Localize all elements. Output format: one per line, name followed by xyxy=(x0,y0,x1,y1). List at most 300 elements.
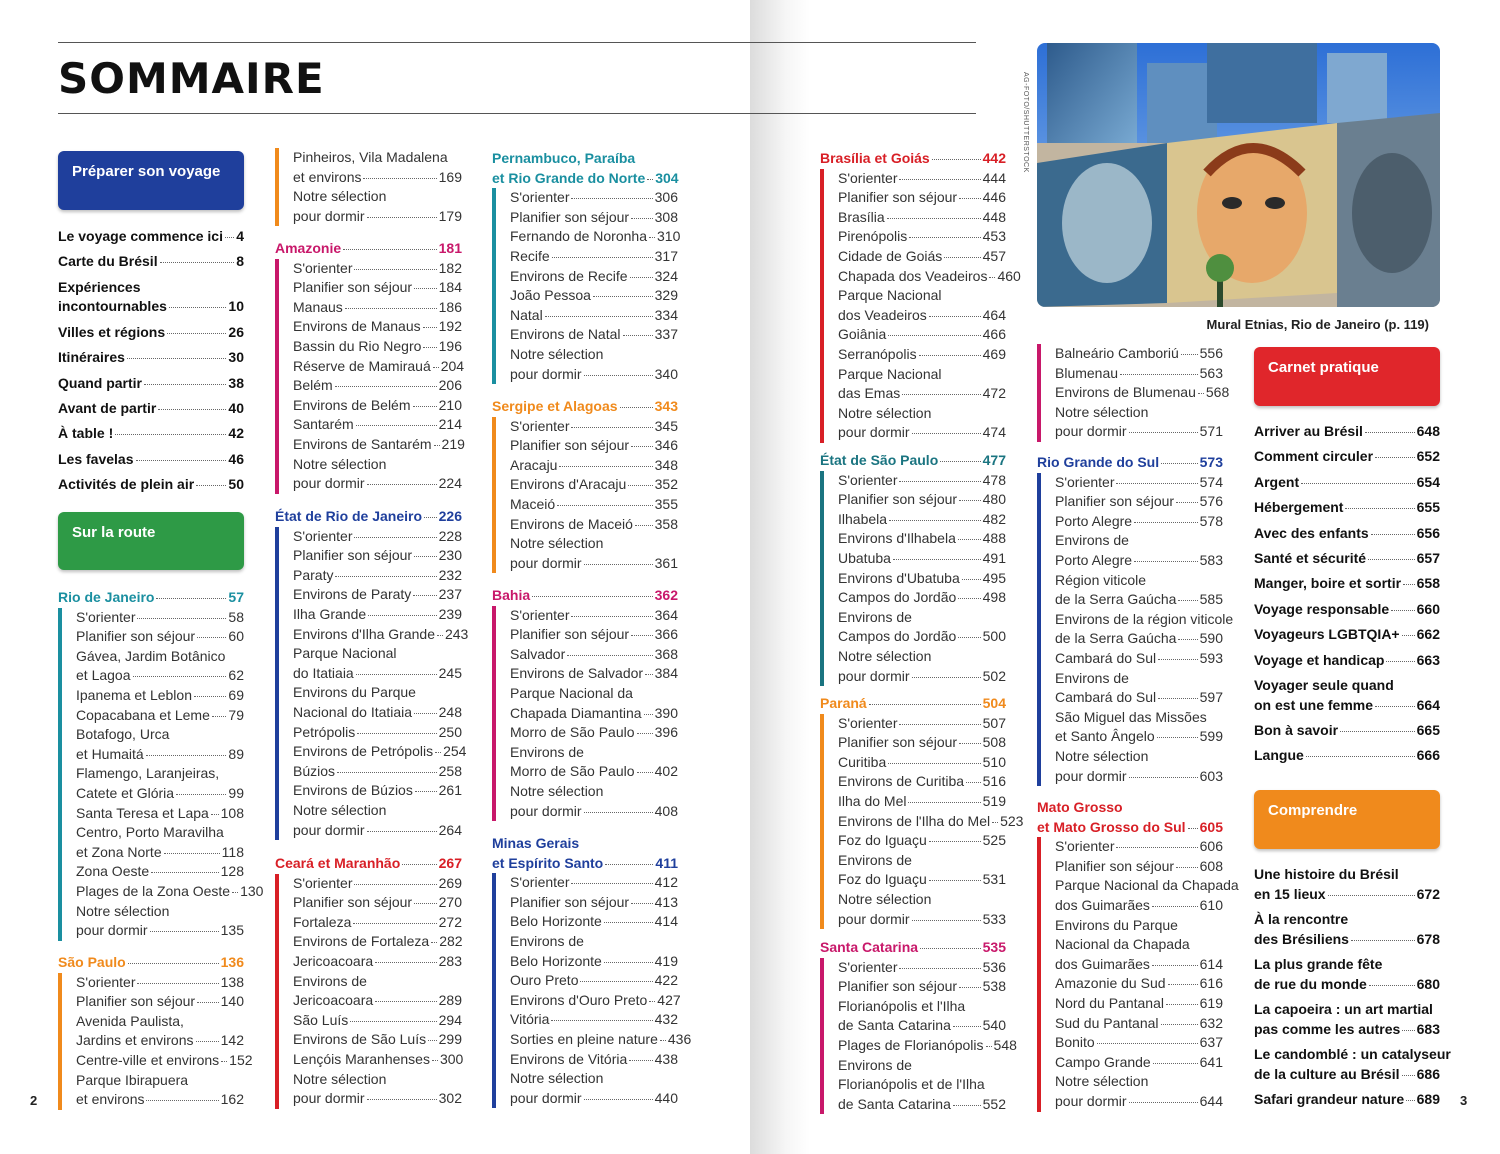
toc-entry[interactable] xyxy=(76,1071,244,1091)
toc-entry[interactable] xyxy=(510,932,678,952)
toc-entry[interactable] xyxy=(293,991,462,1011)
toc-entry[interactable] xyxy=(1254,473,1440,493)
toc-entry[interactable] xyxy=(1055,551,1223,571)
toc-entry[interactable] xyxy=(293,723,462,743)
toc-entry[interactable] xyxy=(76,1051,253,1071)
toc-entry[interactable] xyxy=(1055,896,1223,916)
toc-entry[interactable] xyxy=(838,510,1006,530)
toc-entry[interactable] xyxy=(76,843,244,863)
toc-entry[interactable] xyxy=(1254,696,1440,716)
toc-entry[interactable] xyxy=(293,742,467,762)
toc-entry[interactable] xyxy=(510,1089,678,1109)
toc-entry[interactable] xyxy=(58,252,244,272)
entry-title: Foz do Iguaçu xyxy=(838,871,927,888)
carnet-pratique-button[interactable]: Carnet pratique xyxy=(1254,347,1440,406)
page-ref: 414 xyxy=(654,913,678,930)
toc-entry[interactable] xyxy=(1055,383,1230,403)
dot-leader xyxy=(158,409,226,410)
toc-entry[interactable] xyxy=(838,247,1006,267)
comprendre-list xyxy=(1254,865,1451,1115)
toc-entry[interactable] xyxy=(510,306,678,326)
toc-entry[interactable] xyxy=(838,958,1006,978)
toc-entry[interactable] xyxy=(58,323,244,343)
toc-entry[interactable] xyxy=(1055,669,1223,689)
toc-entry[interactable] xyxy=(838,208,1006,228)
toc-entry[interactable] xyxy=(510,952,678,972)
dot-leader xyxy=(197,1002,219,1003)
toc-entry[interactable] xyxy=(838,870,1006,890)
toc-entry[interactable] xyxy=(1254,447,1440,467)
toc-entry[interactable] xyxy=(293,259,462,279)
toc-entry[interactable] xyxy=(293,1089,462,1109)
toc-entry[interactable] xyxy=(838,286,1006,306)
toc-entry[interactable] xyxy=(76,823,244,843)
toc-entry[interactable] xyxy=(293,781,462,801)
toc-entry[interactable] xyxy=(1055,935,1223,955)
toc-entry[interactable] xyxy=(293,1030,462,1050)
toc-entry[interactable] xyxy=(58,450,244,470)
toc-entry[interactable] xyxy=(510,1010,678,1030)
entry-title: São Miguel das Missões xyxy=(1055,708,1207,725)
dot-leader xyxy=(368,615,436,616)
dot-leader xyxy=(197,637,226,638)
toc-entry[interactable] xyxy=(510,515,678,535)
dot-leader xyxy=(629,1060,652,1061)
page-ref: 204 xyxy=(440,357,465,374)
toc-entry[interactable] xyxy=(76,973,244,993)
toc-entry[interactable] xyxy=(1254,1090,1440,1110)
dot-leader xyxy=(367,484,437,485)
toc-entry[interactable] xyxy=(1055,649,1223,669)
dot-leader xyxy=(146,1100,218,1101)
toc-entry[interactable] xyxy=(838,890,1006,910)
dot-leader xyxy=(551,1020,652,1021)
toc-entry[interactable] xyxy=(838,627,1006,647)
dot-leader xyxy=(1116,483,1197,484)
toc-entry[interactable] xyxy=(838,588,1006,608)
toc-entry[interactable] xyxy=(838,977,1006,997)
toc-entry[interactable] xyxy=(838,997,1006,1017)
page-ref: 648 xyxy=(1416,423,1440,439)
toc-entry[interactable] xyxy=(293,585,462,605)
toc-entry[interactable] xyxy=(838,831,1006,851)
toc-entry[interactable] xyxy=(838,733,1006,753)
toc-entry[interactable] xyxy=(1055,1092,1223,1112)
section-heading[interactable] xyxy=(492,169,678,189)
section-heading[interactable] xyxy=(1037,818,1223,838)
toc-entry[interactable] xyxy=(293,625,469,645)
toc-entry[interactable] xyxy=(838,471,1006,491)
section-heading[interactable] xyxy=(1037,453,1223,473)
toc-entry[interactable] xyxy=(1254,422,1440,442)
section-heading[interactable] xyxy=(492,586,678,606)
toc-entry[interactable] xyxy=(58,227,244,247)
entry-title: Notre sélection xyxy=(838,647,932,664)
toc-entry[interactable] xyxy=(838,714,1006,734)
toc-entry[interactable] xyxy=(76,882,264,902)
section-heading[interactable] xyxy=(820,938,1006,958)
toc-entry[interactable] xyxy=(293,913,462,933)
toc-entry[interactable] xyxy=(838,753,1006,773)
entry-title: À table ! xyxy=(58,425,114,442)
toc-entry[interactable] xyxy=(1055,492,1223,512)
toc-entry[interactable] xyxy=(76,992,244,1012)
toc-entry[interactable] xyxy=(293,298,462,318)
toc-entry[interactable] xyxy=(293,932,462,952)
toc-entry[interactable] xyxy=(1055,629,1223,649)
toc-entry[interactable] xyxy=(76,1012,244,1032)
toc-entry[interactable] xyxy=(1254,549,1440,569)
toc-entry[interactable] xyxy=(293,664,462,684)
toc-entry[interactable] xyxy=(58,475,244,495)
toc-entry[interactable] xyxy=(1055,422,1223,442)
toc-entry[interactable] xyxy=(838,792,1006,812)
toc-entry[interactable] xyxy=(58,297,244,317)
toc-entry[interactable] xyxy=(838,490,1006,510)
toc-entry[interactable] xyxy=(76,647,244,667)
toc-entry[interactable] xyxy=(1254,1020,1440,1040)
toc-entry[interactable] xyxy=(1254,910,1440,930)
comprendre-button[interactable]: Comprendre xyxy=(1254,790,1440,849)
entry-title: Zona Oeste xyxy=(76,863,150,880)
toc-entry[interactable] xyxy=(838,365,1006,385)
section-heading[interactable] xyxy=(58,588,244,608)
toc-entry[interactable] xyxy=(1254,676,1440,696)
toc-entry[interactable] xyxy=(1055,590,1223,610)
toc-entry[interactable] xyxy=(1055,727,1223,747)
toc-entry[interactable] xyxy=(1055,876,1239,896)
toc-entry[interactable] xyxy=(76,862,244,882)
toc-entry[interactable] xyxy=(510,188,678,208)
toc-entry[interactable] xyxy=(838,529,1006,549)
toc-entry[interactable] xyxy=(510,286,678,306)
dot-leader xyxy=(146,755,227,756)
toc-entry[interactable] xyxy=(838,647,1006,667)
toc-entry[interactable] xyxy=(838,1075,1006,1095)
toc-entry[interactable] xyxy=(1055,916,1223,936)
dot-leader xyxy=(337,772,437,773)
toc-entry[interactable] xyxy=(838,325,1006,345)
toc-entry[interactable] xyxy=(1254,955,1440,975)
toc-entry[interactable] xyxy=(1055,1072,1223,1092)
toc-entry[interactable] xyxy=(510,365,678,385)
toc-entry[interactable] xyxy=(510,704,678,724)
toc-entry[interactable] xyxy=(510,1050,678,1070)
toc-entry[interactable] xyxy=(1055,747,1223,767)
toc-entry[interactable] xyxy=(510,436,678,456)
toc-entry[interactable] xyxy=(838,1056,1006,1076)
toc-entry[interactable] xyxy=(838,227,1006,247)
toc-entry[interactable] xyxy=(510,208,678,228)
dot-leader xyxy=(887,218,981,219)
page-ref: 10 xyxy=(228,298,244,315)
toc-entry[interactable] xyxy=(293,605,462,625)
toc-entry[interactable] xyxy=(76,764,244,784)
dot-leader xyxy=(593,296,653,297)
toc-entry[interactable] xyxy=(1254,885,1440,905)
toc-entry[interactable] xyxy=(58,399,244,419)
toc-entry[interactable] xyxy=(76,804,244,824)
section-heading[interactable] xyxy=(492,854,678,874)
toc-entry[interactable] xyxy=(510,495,678,515)
toc-entry[interactable] xyxy=(1254,600,1440,620)
toc-entry[interactable] xyxy=(76,725,244,745)
page-ref: 136 xyxy=(220,954,244,970)
section-heading[interactable] xyxy=(275,854,462,874)
toc-entry[interactable] xyxy=(58,348,244,368)
page-ref: 683 xyxy=(1416,1020,1440,1037)
toc-entry[interactable] xyxy=(58,424,244,444)
toc-entry[interactable] xyxy=(510,554,678,574)
entry-title: Maceió xyxy=(510,495,556,512)
toc-entry[interactable] xyxy=(1055,571,1223,591)
toc-entry[interactable] xyxy=(838,188,1006,208)
toc-entry[interactable] xyxy=(1055,512,1223,532)
toc-entry[interactable] xyxy=(510,534,678,554)
toc-entry[interactable] xyxy=(1055,364,1223,384)
page-ref: 466 xyxy=(982,326,1006,343)
toc-entry[interactable] xyxy=(293,546,462,566)
toc-entry[interactable] xyxy=(510,1069,678,1089)
entry-title: Nacional da Chapada xyxy=(1055,936,1190,953)
toc-entry[interactable] xyxy=(1254,524,1440,544)
toc-entry[interactable] xyxy=(510,417,678,437)
toc-entry[interactable] xyxy=(293,801,462,821)
toc-entry[interactable] xyxy=(838,423,1006,443)
entry-title: Fernando de Noronha xyxy=(510,228,647,245)
toc-entry[interactable] xyxy=(293,874,462,894)
toc-entry[interactable] xyxy=(838,404,1006,424)
section-heading[interactable] xyxy=(820,451,1006,471)
page-ref: 192 xyxy=(438,318,462,335)
toc-entry[interactable] xyxy=(838,851,1006,871)
toc-entry[interactable] xyxy=(1254,721,1440,741)
page-ref: 368 xyxy=(654,645,678,662)
toc-entry[interactable] xyxy=(510,782,678,802)
toc-entry[interactable] xyxy=(293,207,462,227)
toc-entry[interactable] xyxy=(293,187,462,207)
toc-entry[interactable] xyxy=(293,683,462,703)
toc-entry[interactable] xyxy=(76,902,244,922)
toc-entry[interactable] xyxy=(76,1090,244,1110)
toc-entry[interactable] xyxy=(838,569,1006,589)
section-minas xyxy=(492,834,692,1108)
page-ref: 60 xyxy=(228,628,244,645)
toc-entry[interactable] xyxy=(1055,994,1223,1014)
toc-entry[interactable] xyxy=(510,345,678,365)
toc-entry[interactable] xyxy=(293,357,465,377)
page-ref: 184 xyxy=(438,279,462,296)
toc-entry[interactable] xyxy=(58,278,244,298)
section-heading[interactable] xyxy=(275,507,462,527)
toc-entry[interactable] xyxy=(1254,1000,1440,1020)
toc-entry[interactable] xyxy=(293,337,462,357)
toc-entry[interactable] xyxy=(838,169,1006,189)
toc-entry[interactable] xyxy=(1055,974,1223,994)
toc-entry[interactable] xyxy=(1055,1014,1223,1034)
toc-entry[interactable] xyxy=(1254,625,1440,645)
section-heading[interactable] xyxy=(492,834,678,854)
toc-entry[interactable] xyxy=(76,921,244,941)
toc-entry[interactable] xyxy=(293,278,462,298)
page-ref: 402 xyxy=(654,763,678,780)
toc-entry[interactable] xyxy=(293,474,462,494)
toc-entry[interactable] xyxy=(510,475,678,495)
section-heading[interactable] xyxy=(275,239,462,259)
section-heading[interactable] xyxy=(58,953,244,973)
toc-entry[interactable] xyxy=(1055,1033,1223,1053)
toc-entry[interactable] xyxy=(510,684,678,704)
toc-entry[interactable] xyxy=(1254,651,1440,671)
section-heading[interactable] xyxy=(492,149,678,169)
toc-entry[interactable] xyxy=(510,893,678,913)
toc-entry[interactable] xyxy=(76,784,244,804)
toc-entry[interactable] xyxy=(76,706,244,726)
toc-entry[interactable] xyxy=(838,812,1024,832)
entry-title: Environs de Salvador xyxy=(510,665,644,682)
page-ref: 446 xyxy=(982,189,1006,206)
toc-entry[interactable] xyxy=(293,566,462,586)
toc-entry[interactable] xyxy=(838,1036,1017,1056)
prepare-trip-button[interactable]: Préparer son voyage xyxy=(58,151,244,210)
section-color-bar xyxy=(492,417,678,574)
toc-entry[interactable] xyxy=(293,972,462,992)
toc-entry[interactable] xyxy=(1055,344,1223,364)
toc-entry[interactable] xyxy=(510,762,678,782)
toc-entry[interactable] xyxy=(76,1031,244,1051)
section-heading[interactable] xyxy=(820,694,1006,714)
toc-entry[interactable] xyxy=(293,168,462,188)
toc-entry[interactable] xyxy=(1254,746,1440,766)
toc-entry[interactable] xyxy=(293,893,462,913)
toc-entry[interactable] xyxy=(293,821,462,841)
toc-entry[interactable] xyxy=(838,1095,1006,1115)
toc-entry[interactable] xyxy=(838,667,1006,687)
toc-entry[interactable] xyxy=(293,435,465,455)
toc-entry[interactable] xyxy=(838,345,1006,365)
toc-entry[interactable] xyxy=(510,456,678,476)
toc-entry[interactable] xyxy=(58,374,244,394)
dot-leader xyxy=(176,794,226,795)
toc-entry[interactable] xyxy=(1055,531,1223,551)
toc-entry[interactable] xyxy=(76,666,244,686)
toc-entry[interactable] xyxy=(1254,1065,1440,1085)
page-ref: 498 xyxy=(982,589,1006,606)
toc-entry[interactable] xyxy=(76,627,244,647)
toc-entry[interactable] xyxy=(293,644,462,664)
toc-entry[interactable] xyxy=(838,267,1021,287)
toc-entry[interactable] xyxy=(293,1070,462,1090)
toc-entry[interactable] xyxy=(510,873,678,893)
toc-entry[interactable] xyxy=(1254,574,1440,594)
toc-entry[interactable] xyxy=(510,267,678,287)
section-heading[interactable] xyxy=(820,149,1006,169)
toc-entry[interactable] xyxy=(510,645,678,665)
toc-entry[interactable] xyxy=(293,455,462,475)
section-sergipe xyxy=(492,397,678,573)
toc-entry[interactable] xyxy=(838,910,1006,930)
toc-entry[interactable] xyxy=(1254,498,1440,518)
toc-entry[interactable] xyxy=(76,745,244,765)
toc-entry[interactable] xyxy=(1055,837,1223,857)
toc-entry[interactable] xyxy=(293,527,462,547)
toc-entry[interactable] xyxy=(838,306,1006,326)
toc-entry[interactable] xyxy=(838,1016,1006,1036)
toc-entry[interactable] xyxy=(838,549,1006,569)
on-the-road-button[interactable]: Sur la route xyxy=(58,512,244,570)
toc-entry[interactable] xyxy=(1055,610,1234,630)
toc-entry[interactable] xyxy=(1055,473,1223,493)
toc-entry[interactable] xyxy=(1254,865,1440,885)
mural-photo xyxy=(1037,43,1440,307)
page-ref: 548 xyxy=(993,1036,1017,1053)
toc-entry[interactable] xyxy=(1254,930,1440,950)
toc-entry[interactable] xyxy=(510,227,681,247)
dot-leader xyxy=(133,676,227,677)
toc-entry[interactable] xyxy=(510,743,678,763)
toc-entry[interactable] xyxy=(838,608,1006,628)
toc-entry[interactable] xyxy=(1055,708,1223,728)
toc-entry[interactable] xyxy=(293,148,462,168)
toc-entry[interactable] xyxy=(293,415,462,435)
toc-entry[interactable] xyxy=(1254,975,1440,995)
toc-entry[interactable] xyxy=(76,608,244,628)
dot-leader xyxy=(428,1040,437,1041)
toc-entry[interactable] xyxy=(510,1030,692,1050)
toc-entry[interactable] xyxy=(1055,688,1223,708)
entry-title: Gávea, Jardim Botânico xyxy=(76,647,226,664)
page-ref: 396 xyxy=(654,724,678,741)
toc-entry[interactable] xyxy=(510,912,678,932)
toc-entry[interactable] xyxy=(1055,767,1223,787)
entry-title: Sud du Pantanal xyxy=(1055,1014,1159,1031)
toc-entry[interactable] xyxy=(510,991,681,1011)
toc-entry[interactable] xyxy=(1055,857,1223,877)
toc-entry[interactable] xyxy=(1055,1053,1223,1073)
toc-entry[interactable] xyxy=(293,703,462,723)
toc-entry[interactable] xyxy=(838,772,1006,792)
toc-entry[interactable] xyxy=(293,376,462,396)
toc-entry[interactable] xyxy=(510,247,678,267)
page-ref: 182 xyxy=(438,259,462,276)
toc-entry[interactable] xyxy=(838,384,1006,404)
toc-entry[interactable] xyxy=(510,625,678,645)
toc-entry[interactable] xyxy=(510,971,678,991)
toc-entry[interactable] xyxy=(293,396,462,416)
page-ref: 480 xyxy=(982,491,1006,508)
toc-entry[interactable] xyxy=(1055,403,1223,423)
page-ref: 571 xyxy=(1199,423,1223,440)
entry-title: Bon à savoir xyxy=(1254,721,1339,738)
dot-leader xyxy=(335,576,436,577)
toc-entry[interactable] xyxy=(510,664,678,684)
toc-entry[interactable] xyxy=(510,325,678,345)
toc-entry[interactable] xyxy=(293,1050,462,1070)
toc-entry[interactable] xyxy=(510,606,678,626)
toc-entry[interactable] xyxy=(293,952,462,972)
toc-entry[interactable] xyxy=(293,1011,462,1031)
toc-entry[interactable] xyxy=(510,802,678,822)
section-heading[interactable] xyxy=(492,397,678,417)
toc-entry[interactable] xyxy=(293,317,462,337)
toc-entry[interactable] xyxy=(76,686,244,706)
toc-entry[interactable] xyxy=(1055,955,1223,975)
page-ref: 4 xyxy=(236,228,244,244)
toc-entry[interactable] xyxy=(1254,1045,1451,1065)
toc-entry[interactable] xyxy=(293,762,462,782)
section-heading[interactable] xyxy=(1037,798,1223,818)
toc-entry[interactable] xyxy=(510,723,678,743)
